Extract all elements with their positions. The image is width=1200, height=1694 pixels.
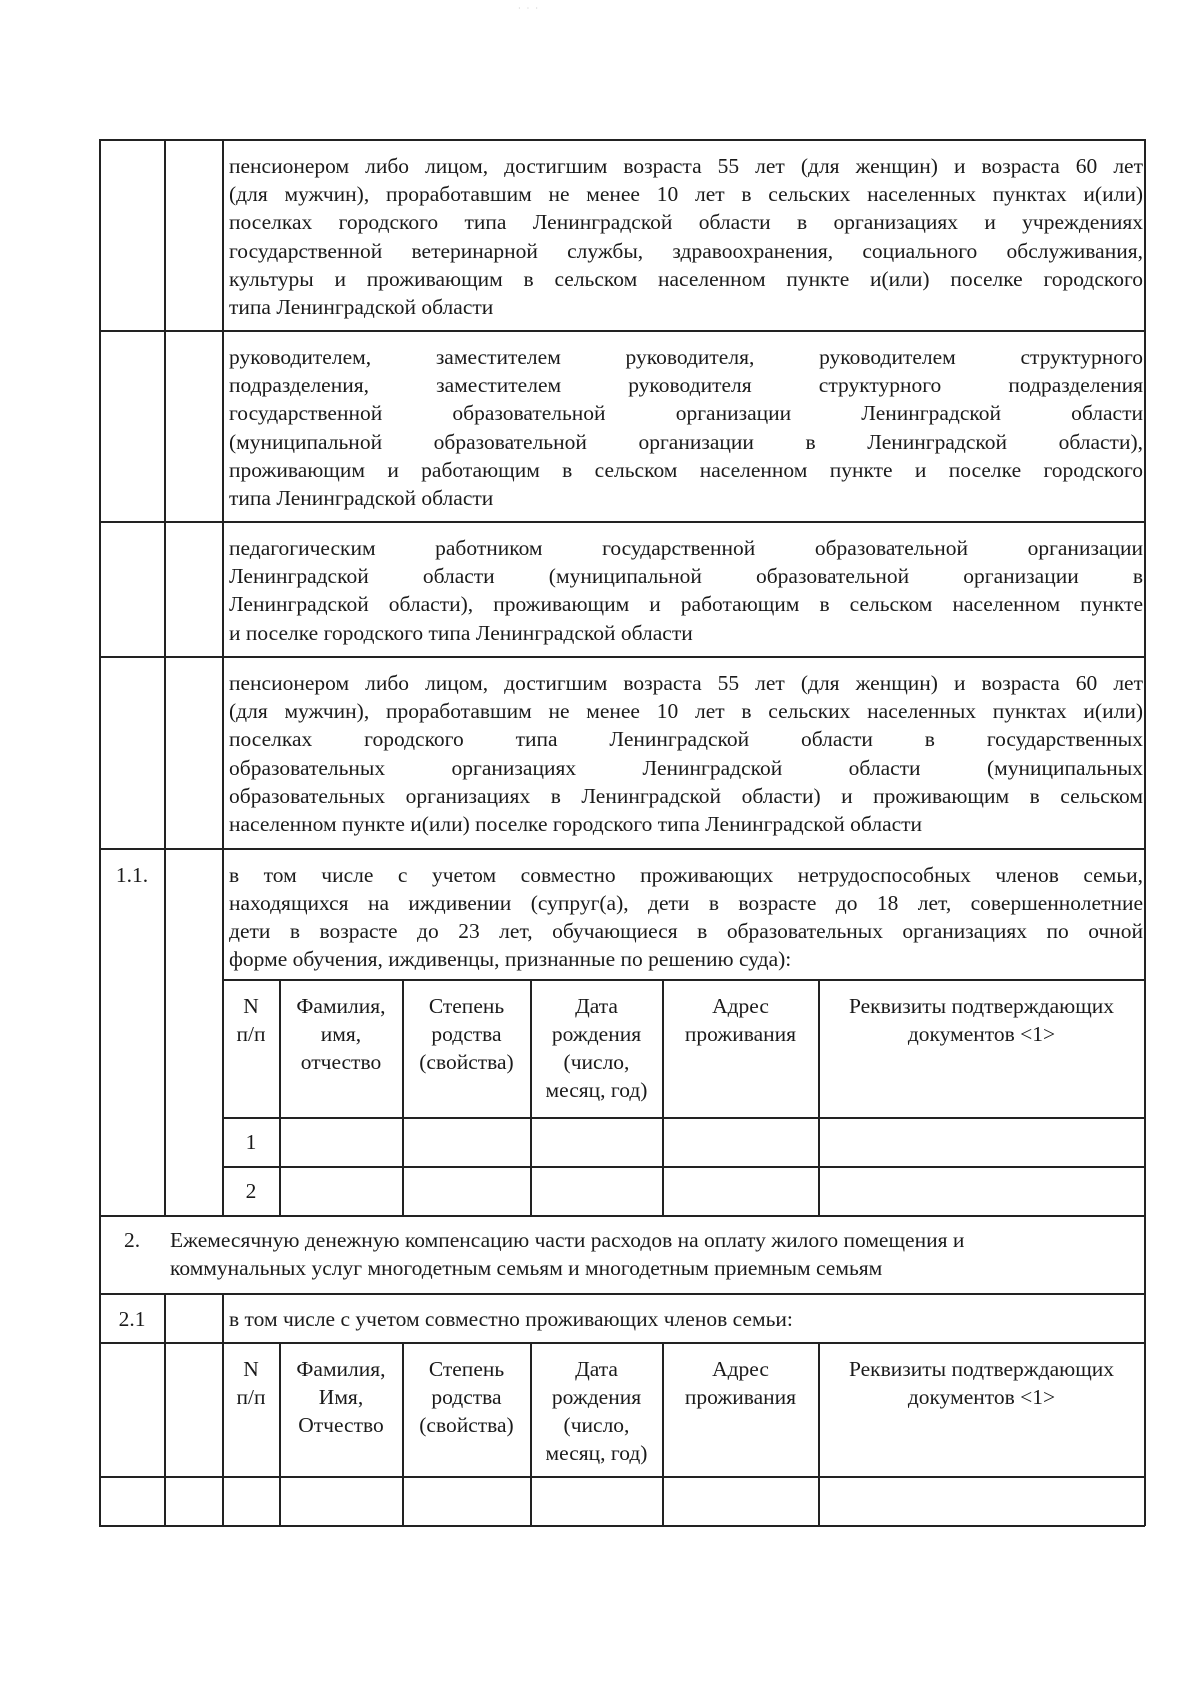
col-divider <box>222 139 224 1216</box>
scan-speck: · · · <box>518 4 540 13</box>
paragraph-line: и поселке городского типа Ленинградской области <box>229 621 693 645</box>
col-header-documents: Реквизиты подтверждающих документов <1> <box>848 994 1115 1046</box>
row-divider <box>99 656 1145 658</box>
col-header-relation: Степень родства (свойства) <box>419 994 514 1074</box>
paragraph-line: педагогическим работником государственной образовательной организации <box>229 536 1143 560</box>
paragraph-line: государственной образовательной организации Ленинградской области <box>229 401 1143 425</box>
paragraph-line: поселках городского типа Ленинградской области в организациях и учреждениях <box>229 210 1143 234</box>
paragraph-line: Ежемесячную денежную компенсацию части расходов на оплату жилого помещения и <box>170 1228 965 1252</box>
paragraph-line: Ленинградской области), проживающим и работающим в сельском населенном пункте <box>229 592 1143 616</box>
inner-table-row <box>223 1166 1145 1168</box>
paragraph-line: в том числе с учетом совместно проживающих членов семьи: <box>229 1307 793 1331</box>
paragraph-line: дети в возрасте до 23 лет, обучающиеся в образовательных организациях по очной <box>229 919 1143 943</box>
paragraph-line: коммунальных услуг многодетным семьям и многодетным приемным семьям <box>170 1256 883 1280</box>
col-header-documents: Реквизиты подтверждающих документов <1> <box>848 1357 1115 1409</box>
inner-table-top <box>223 979 1145 981</box>
table-row-number: 1 <box>245 1130 257 1154</box>
col-header-address: Адрес проживания <box>684 994 797 1046</box>
col-header-fio: Фамилия, Имя, Отчество <box>296 1357 386 1437</box>
paragraph-line: руководителем, заместителем руководителя, руководителем структурного <box>229 345 1143 369</box>
paragraph-line: образовательных организациях в Ленинградской области) и проживающим в сельском <box>229 784 1143 808</box>
row-divider <box>99 1215 1145 1217</box>
row-divider <box>99 848 1145 850</box>
col-header-fio: Фамилия, имя, отчество <box>296 994 386 1074</box>
paragraph-line: населенном пункте и(или) поселке городского типа Ленинградской области <box>229 812 923 836</box>
paragraph-line: подразделения, заместителем руководителя структурного подразделения <box>229 373 1143 397</box>
paragraph-line: (для мужчин), проработавшим не менее 10 лет в сельских населенных пунктах и(или) <box>229 182 1143 206</box>
col-header-dob: Дата рождения (число, месяц, год) <box>545 994 648 1102</box>
paragraph-line: (для мужчин), проработавшим не менее 10 лет в сельских населенных пунктах и(или) <box>229 699 1143 723</box>
paragraph-line: поселках городского типа Ленинградской области в государственных <box>229 727 1143 751</box>
row-divider <box>99 330 1145 332</box>
inner-table-row <box>99 1476 1145 1478</box>
paragraph-line: в том числе с учетом совместно проживающих нетрудоспособных членов семьи, <box>229 863 1143 887</box>
paragraph-line: находящихся на иждивении (супруг(а), дети в возрасте до 18 лет, совершеннолетние <box>229 891 1143 915</box>
row-divider <box>99 1293 1145 1295</box>
col-header-address: Адрес проживания <box>684 1357 797 1409</box>
paragraph-line: проживающим и работающим в сельском населенном пункте и поселке городского <box>229 458 1143 482</box>
paragraph-line: образовательных организациях Ленинградской области (муниципальных <box>229 756 1143 780</box>
section-number: 2. <box>123 1228 141 1252</box>
row-divider <box>99 521 1145 523</box>
table-border-bottom <box>99 1525 1145 1527</box>
section-number: 2.1 <box>118 1307 146 1331</box>
col-header-relation: Степень родства (свойства) <box>419 1357 514 1437</box>
table-border-top <box>99 139 1145 141</box>
col-divider <box>164 139 166 1216</box>
inner-table-row <box>223 1117 1145 1119</box>
paragraph-line: типа Ленинградской области <box>229 295 494 319</box>
col-header-dob: Дата рождения (число, месяц, год) <box>545 1357 648 1465</box>
paragraph-line: типа Ленинградской области <box>229 486 494 510</box>
table-row-number: 2 <box>245 1179 257 1203</box>
col-header-number: N п/п <box>236 1357 266 1409</box>
paragraph-line: Ленинградской области (муниципальной образовательной организации в <box>229 564 1143 588</box>
col-header-number: N п/п <box>236 994 266 1046</box>
paragraph-line: пенсионером либо лицом, достигшим возраста 55 лет (для женщин) и возраста 60 лет <box>229 154 1143 178</box>
paragraph-line: государственной ветеринарной службы, здравоохранения, социального обслуживания, <box>229 239 1143 263</box>
paragraph-line: (муниципальной образовательной организации в Ленинградской области), <box>229 430 1143 454</box>
col-divider <box>164 1293 166 1526</box>
paragraph-line: пенсионером либо лицом, достигшим возраста 55 лет (для женщин) и возраста 60 лет <box>229 671 1143 695</box>
paragraph-line: культуры и проживающим в сельском населенном пункте и(или) поселке городского <box>229 267 1143 291</box>
section-number: 1.1. <box>115 863 149 887</box>
table-border-right <box>1144 139 1146 1526</box>
row-divider <box>99 1342 1145 1344</box>
paragraph-line: форме обучения, иждивенцы, признанные по решению суда): <box>229 947 792 971</box>
